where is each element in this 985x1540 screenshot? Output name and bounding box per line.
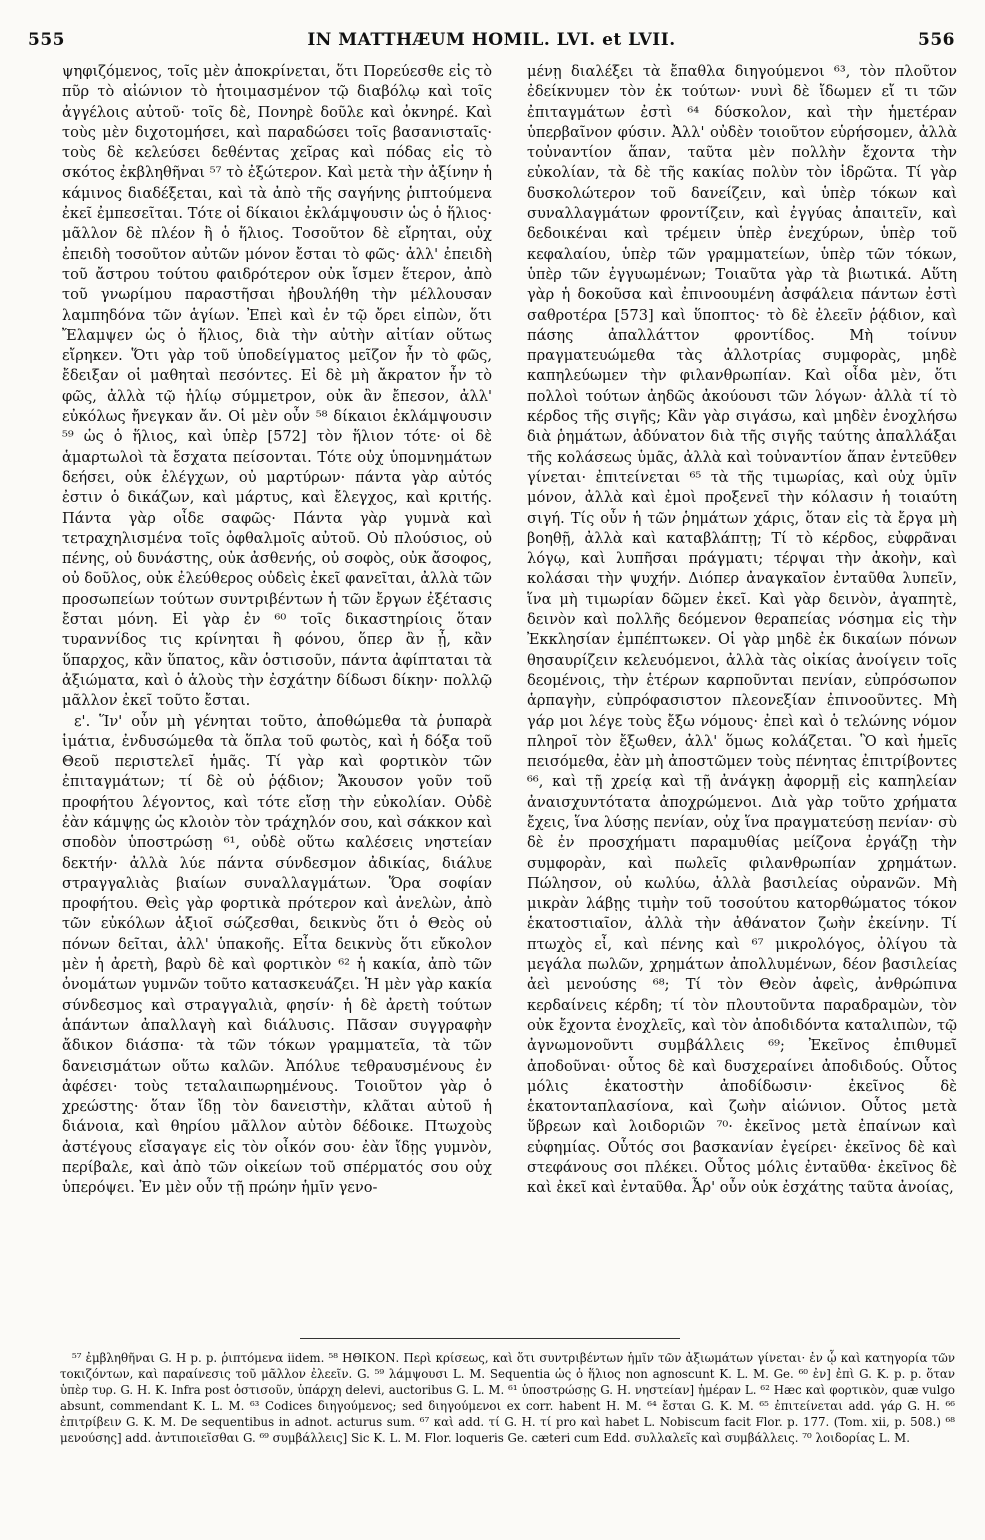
right-column: [527, 62, 957, 1199]
footnotes: [60, 1350, 955, 1446]
running-header: [28, 30, 955, 58]
paragraph: μένῃ διαλέξει τὰ ἔπαθλα διηγούμενοι ⁶³, τὸν πλοῦτον ἐδείκνυμεν τὸν ἐκ τούτων· νυνὶ δὲ ἴδωμεν εἴ τι τῶν ἐπιταγμάτων ἐστὶ ⁶⁴ δύσκολον, καὶ τὴν ἡμετέραν ὑπερβαῖνον φύσιν. Ἀλλ' οὐδὲν τοιοῦτον εὑρήσομεν, ἀλλὰ τοὐναντίον ἅπαν, ταῦτα μὲν πολλὴν ἔχοντα τὴν εὐκολίαν, τὰ δὲ τῆς κακίας πολὺν τὸν ἱδρῶτα. Τί γὰρ δυσκολώτερον τοῦ δανείζειν, καὶ ὑπὲρ τόκων καὶ συναλλαγμάτων φροντίζειν, καὶ ἐγγύας ἀπαιτεῖν, καὶ δεδοικέναι καὶ τρέμειν ὑπὲρ ἐνεχύρων, ὑπὲρ τοῦ κεφαλαίου, ὑπὲρ τῶν γραμματείων, ὑπὲρ τῶν τόκων, ὑπὲρ τῶν ἐγγυωμένων; Τοιαῦτα γὰρ τὰ βιωτικά. Αὕτη γὰρ ἡ δοκοῦσα καὶ ἐπινοουμένη ἀσφάλεια πάντων ἐστὶ σαθροτέρα [573] καὶ ὕποπτος· τὸ δὲ ἐλεεῖν ῥᾴδιον, καὶ πάσης ἀπαλλάττον φροντίδος. Μὴ τοίνυν πραγματευώμεθα τὰς ἀλλοτρίας συμφορὰς, μηδὲ καπηλεύωμεν τὴν φιλανθρωπίαν. Καὶ οἶδα μὲν, ὅτι πολλοὶ τούτων ἀηδῶς ἀκούουσι τῶν λόγων· ἀλλὰ τί τὸ κέρδος τῆς σιγῆς; Κἂν γὰρ σιγάσω, καὶ μηδὲν ἐνοχλήσω διὰ ῥημάτων, ἀδύνατον διὰ τῆς σιγῆς ταύτης ἀπαλλάξαι τῆς κολάσεως ὑμᾶς, ἀλλὰ καὶ τοὐναντίον ἅπαν ἐντεῦθεν γίνεται· ἐπιτείνεται ⁶⁵ τὰ τῆς τιμωρίας, καὶ οὐχ ὑμῖν μόνον, ἀλλὰ καὶ ἐμοὶ προξενεῖ τὴν κόλασιν ἡ τοιαύτη σιγή. Τίς οὖν ἡ τῶν ῥημάτων χάρις, ὅταν εἰς τὰ ἔργα μὴ βοηθῇ, ἀλλὰ καὶ καταβλάπτῃ; Τί τὸ κέρδος, εὐφρᾶναι λόγῳ, καὶ λυπῆσαι πράγματι; τέρψαι τὴν ἀκοὴν, καὶ κολάσαι τὴν ψυχήν. Διόπερ ἀναγκαῖον ἐνταῦθα λυπεῖν, ἵνα μὴ τιμωρίαν δῶμεν ἐκεῖ. Καὶ γὰρ δεινὸν, ἀγαπητὲ, δεινὸν καὶ πολλῆς δεόμενον θεραπείας νόσημα εἰς τὴν Ἐκκλησίαν ἐμπέπτωκεν. Οἱ γὰρ μηδὲ ἐκ δικαίων πόνων θησαυρίζειν κελευόμενοι, ἀλλὰ τὰς οἰκίας ἀνοίγειν τοῖς δεομένοις, τὴν ἑτέρων καρποῦνται πενίαν, εὐπρόσωπον ἁρπαγὴν, εὐπρόφασιστον πλεονεξίαν ἐπινοοῦντες. Μὴ γάρ μοι λέγε τοὺς ἔξω νόμους· ἐπεὶ καὶ ὁ τελώνης νόμον πληροῖ τὸν ἔξωθεν, ἀλλ' ὅμως κολάζεται. Ὃ καὶ ἡμεῖς πεισόμεθα, ἐὰν μὴ ἀποστῶμεν τοὺς πένητας ἐπιτρίβοντες ⁶⁶, καὶ τῇ χρείᾳ καὶ τῇ ἀνάγκῃ ἀφορμῇ εἰς καπηλείαν ἀναισχυντότατα ἀποχρώμενοι. Διὰ γὰρ τοῦτο χρήματα ἔχεις, ἵνα λύσῃς πενίαν, οὐχ ἵνα πραγματεύσῃ πενίαν· σὺ δὲ ἐν προσχήματι παραμυθίας μείζονα ἐργάζῃ τὴν συμφορὰν, καὶ πωλεῖς φιλανθρωπίαν χρημάτων. Πώλησον, οὐ κωλύω, ἀλλὰ βασιλείας οὐρανῶν. Μὴ μικρὰν λάβῃς τιμὴν τοῦ τοσούτου κατορθώματος τόκον ἑκατοστιαῖον, ἀλλὰ τὴν ἀθάνατον ζωὴν ἐκείνην. Τί πτωχὸς εἶ, καὶ πένης καὶ ⁶⁷ μικρολόγος, ὀλίγου τὰ μεγάλα πωλῶν, χρημάτων ἀπολλυμένων, δέον βασιλείας ἀεὶ μενούσης ⁶⁸; Τί τὸν Θεὸν ἀφεὶς, ἀνθρώπινα κερδαίνεις κέρδη; τί τὸν πλουτοῦντα παραδραμὼν, τὸν οὐκ ἔχοντα ἐνοχλεῖς, καὶ τὸν ἀποδιδόντα καταλιπὼν, τῷ ἀγνωμονοῦντι συμβάλλεις ⁶⁹; Ἐκεῖνος ἐπιθυμεῖ ἀποδοῦναι· οὗτος δὲ καὶ δυσχεραίνει ἀποδιδούς. Οὗτος μόλις ἑκατοστὴν ἀποδίδωσιν· ἐκεῖνος δὲ ἑκατονταπλασίονα, καὶ ζωὴν αἰώνιον. Οὗτος μετὰ ὕβρεων καὶ λοιδοριῶν ⁷⁰· ἐκεῖνος μετὰ ἐπαίνων καὶ εὐφημίας. Οὗτός σοι βασκανίαν ἐγείρει· ἐκεῖνος δὲ καὶ στεφάνους σοι πλέκει. Οὗτος μόλις ἐνταῦθα· ἐκεῖνος δὲ καὶ ἐκεῖ καὶ ἐνταῦθα. Ἆρ' οὖν οὐκ ἐσχάτης ταῦτα ἀνοίας,: [527, 63, 957, 1197]
footnote-divider: [300, 1338, 680, 1339]
running-title: IN MATTHÆUM HOMIL. LVI. et LVII.: [307, 30, 676, 50]
right-page-number: 556: [918, 30, 955, 50]
paragraph: ψηφιζόμενος, τοῖς μὲν ἀποκρίνεται, ὅτι Πορεύεσθε εἰς τὸ πῦρ τὸ αἰώνιον τὸ ἡτοιμασμένον τῷ διαβόλῳ καὶ τοῖς ἀγγέλοις αὐτοῦ· τοῖς δὲ, Πονηρὲ δοῦλε καὶ ὀκνηρέ. Καὶ τοὺς μὲν διχοτομήσει, καὶ παραδώσει τοῖς βασανισταῖς· τοὺς δὲ κελεύσει δεθέντας χεῖρας καὶ πόδας εἰς τὸ σκότος ἐκβληθῆναι ⁵⁷ τὸ ἐξώτερον. Καὶ μετὰ τὴν ἀξίνην ἡ κάμινος διαδέξεται, καὶ τὰ ἀπὸ τῆς σαγήνης ῥιπτούμενα ἐκεῖ ἐμπεσεῖται. Τότε οἱ δίκαιοι ἐκλάμψουσιν ὡς ὁ ἥλιος· μᾶλλον δὲ πλέον ἢ ὁ ἥλιος. Τοσοῦτον δὲ εἴρηται, οὐχ ἐπειδὴ τοσοῦτον αὐτῶν μόνον ἔσται τὸ φῶς· ἀλλ' ἐπειδὴ τοῦ ἄστρου τούτου φαιδρότερον οὐκ ἴσμεν ἕτερον, ἀπὸ τοῦ γνωρίμου παραστῆσαι ἠβουλήθη τὴν μέλλουσαν λαμπηδόνα τῶν ἁγίων. Ἐπεὶ καὶ ἐν τῷ ὄρει εἰπὼν, ὅτι Ἔλαμψεν ὡς ὁ ἥλιος, διὰ τὴν αὐτὴν αἰτίαν οὕτως εἴρηκεν. Ὅτι γὰρ τοῦ ὑποδείγματος μεῖζον ἦν τὸ φῶς, ἔδειξαν οἱ μαθηταὶ πεσόντες. Εἰ δὲ μὴ ἄκρατον ἦν τὸ φῶς, ἀλλὰ τῷ ἡλίῳ σύμμετρον, οὐκ ἂν ἔπεσον, ἀλλ' εὐκόλως ἤνεγκαν ἄν. Οἱ μὲν οὖν ⁵⁸ δίκαιοι ἐκλάμψουσιν ⁵⁹ ὡς ὁ ἥλιος, καὶ ὑπὲρ [572] τὸν ἥλιον τότε· οἱ δὲ ἁμαρτωλοὶ τὰ ἔσχατα πείσονται. Τότε οὐχ ὑπομνημάτων δεήσει, οὐκ ἐλέγχων, οὐ μαρτύρων· πάντα γὰρ αὐτός ἐστιν ὁ δικάζων, καὶ μάρτυς, καὶ ἔλεγχος, καὶ κριτής. Πάντα γὰρ οἶδε σαφῶς· Πάντα γὰρ γυμνὰ καὶ τετραχηλισμένα τοῖς ὀφθαλμοῖς αὐτοῦ. Οὐ πλούσιος, οὐ πένης, οὐ δυνάστης, οὐκ ἀσθενής, οὐ σοφὸς, οὐκ ἄσοφος, οὐ δοῦλος, οὐκ ἐλεύθερος οὐδεὶς ἐκεῖ φανεῖται, ἀλλὰ τῶν προσωπείων τούτων συντριβέντων ἡ τῶν ἔργων ἐξέτασις ἔσται μόνη. Εἰ γὰρ ἐν ⁶⁰ τοῖς δικαστηρίοις ὅταν τυραννίδος τις κρίνηται ἢ φόνου, ὅπερ ἂν ᾖ, κἂν ὕπαρχος, κἂν ὕπατος, κἂν ὁστισοῦν, πάντα ἀφίπταται τὰ ἀξιώματα, καὶ ὁ ἁλοὺς τὴν ἐσχάτην δίδωσι δίκην· πολλῷ μᾶλλον ἐκεῖ τοῦτο ἔσται.: [62, 63, 492, 710]
text-columns: [62, 62, 957, 1199]
left-page-number: 555: [28, 30, 65, 50]
paragraph: ε'. Ἵν' οὖν μὴ γένηται τοῦτο, ἀποθώμεθα τὰ ῥυπαρὰ ἱμάτια, ἐνδυσώμεθα τὰ ὅπλα τοῦ φωτὸς, καὶ ἡ δόξα τοῦ Θεοῦ περιστελεῖ ἡμᾶς. Τί γὰρ καὶ φορτικὸν τῶν ἐπιταγμάτων; τί δὲ οὐ ῥᾴδιον; Ἄκουσον γοῦν τοῦ προφήτου λέγοντος, καὶ τότε εἴσῃ τὴν εὐκολίαν. Οὐδὲ ἐὰν κάμψῃς ὡς κλοιὸν τὸν τράχηλόν σου, καὶ σάκκον καὶ σποδὸν ὑποστρώσῃ ⁶¹, οὐδὲ οὕτω καλέσεις νηστείαν δεκτήν· ἀλλὰ λύε πάντα σύνδεσμον ἀδικίας, διάλυε στραγγαλιὰς βιαίων συναλλαγμάτων. Ὅρα σοφίαν προφήτου. Θεὶς γὰρ φορτικὰ πρότερον καὶ ἀνελὼν, ἀπὸ τῶν εὐκόλων ἀξιοῖ σώζεσθαι, δεικνὺς ὅτι ὁ Θεὸς οὐ πόνων δεῖται, ἀλλ' ὑπακοῆς. Εἶτα δεικνὺς ὅτι εὔκολον μὲν ἡ ἀρετὴ, βαρὺ δὲ καὶ φορτικὸν ⁶² ἡ κακία, ἀπὸ τῶν ὀνομάτων γυμνῶν τοῦτο κατασκευάζει. Ἡ μὲν γὰρ κακία σύνδεσμος καὶ στραγγαλιὰ, φησίν· ἡ δὲ ἀρετὴ τούτων ἁπάντων ἀπαλλαγὴ καὶ διάλυσις. Πᾶσαν συγγραφὴν ἄδικον διάσπα· τὰ τῶν τόκων γραμματεῖα, τὰ τῶν δανεισμάτων οὕτω καλῶν. Ἀπόλυε τεθραυσμένους ἐν ἀφέσει· τοὺς τεταλαιπωρημένους. Τοιοῦτον γὰρ ὁ χρεώστης· ὅταν ἴδῃ τὸν δανειστὴν, κλᾶται αὐτοῦ ἡ διάνοια, καὶ θηρίου μᾶλλον αὐτὸν δέδοικε. Πτωχοὺς ἀστέγους εἴσαγαγε εἰς τὸν οἶκόν σου· ἐὰν ἴδῃς γυμνὸν, περίβαλε, καὶ ἀπὸ τῶν οἰκείων τοῦ σπέρματός σου οὐχ ὑπερόψει. Ἐν μὲν οὖν τῇ πρώην ἡμῖν γενο-: [62, 712, 492, 1197]
left-column: [62, 62, 492, 1199]
footnote-text: ⁵⁷ ἐμβληθῆναι G. H p. p. ῥιπτόμενα iidem. ⁵⁸ ΗΘΙΚΟΝ. Περὶ κρίσεως, καὶ ὅτι συντριβέντων ἡμῖν τῶν ἀξιωμάτων γίνεται· ἐν ᾧ καὶ κατηγορία τῶν τοκιζόντων, καὶ παραίνεσις τοῦ μᾶλλον ἐλεεῖν. G. ⁵⁹ λάμψουσι L. M. Sequentia ὡς ὁ ἥλιος non agnoscunt K. L. M. Ge. ⁶⁰ ἐν] ἐπὶ G. K. p. p. ὅταν ὑπὲρ τυρ. G. H. K. Infra post ὁστισοῦν, ὑπάρχη delevi, auctoribus G. L. M. ⁶¹ ὑποστρώσῃς G. H. νηστείαν] ἡμέραν L. ⁶² Hæc καὶ φορτικὸν, quæ vulgo absunt, commendant K. L. M. ⁶³ Codices διηγούμενος; sed διηγούμενοι ex corr. habent H. M. ⁶⁴ ἔσται G. K. M. ⁶⁵ ἐπιτείνεται add. γάρ G. H. ⁶⁶ ἐπιτρίβειν G. K. M. De sequentibus in adnot. acturus sum. ⁶⁷ καὶ add. τί G. H. τί pro καὶ habet L. Nobiscum facit Flor. p. 177. (Tom. xii, p. 508.) ⁶⁸ μενούσης] add. ἀντιποιεῖσθαι G. ⁶⁹ συμβάλλεις] Sic K. L. M. Flor. loqueris Ge. cæteri cum Edd. συλλαλεῖς καὶ συμβάλλεις. ⁷⁰ λοιδορίας L. M.: [60, 1351, 955, 1445]
